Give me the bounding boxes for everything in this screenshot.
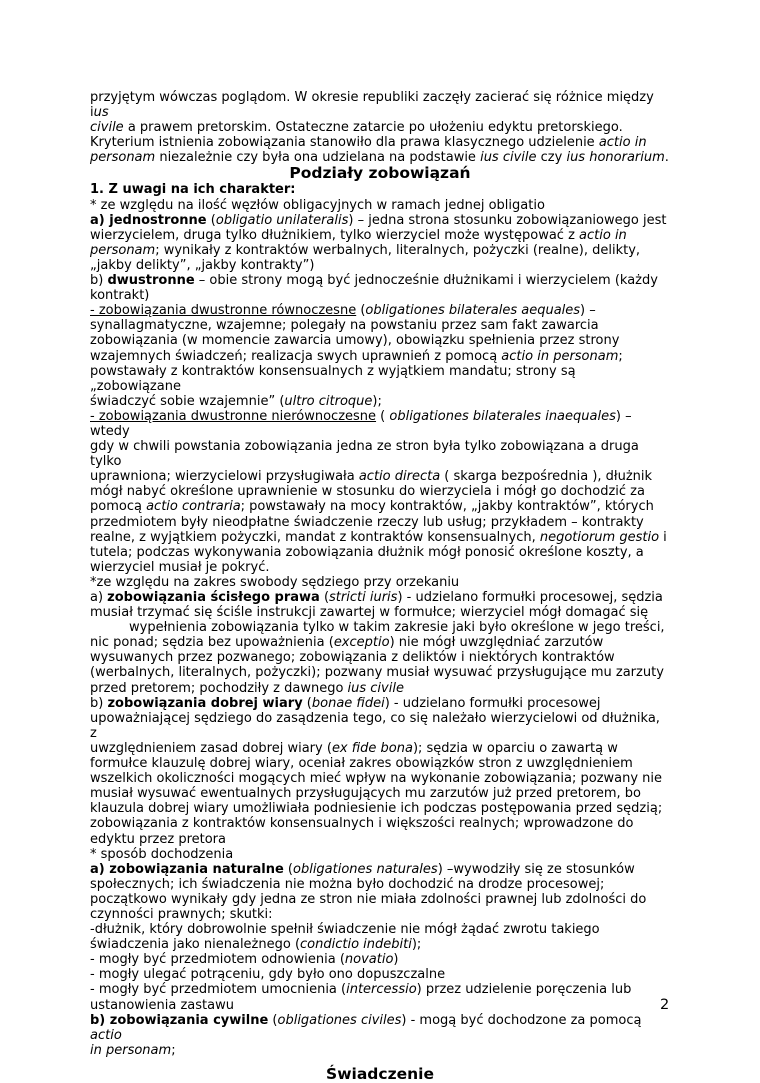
text-line <box>90 409 670 439</box>
text-run: zobowiązania z kontraktów konsensualnych i większości realnych; wprowadzone do <box>90 816 634 832</box>
text-line <box>90 650 670 665</box>
text-run: ) - udzielano formułki procesowej, sędzia <box>397 590 663 605</box>
text-run: czy <box>536 150 567 166</box>
bold-run: zobowiązania dobrej wiary <box>107 695 303 711</box>
text-line <box>90 575 670 590</box>
text-line <box>90 1043 670 1058</box>
text-line <box>90 439 670 469</box>
text-run: *ze względu na zakres swobody sędziego przy orzekaniu <box>90 574 460 590</box>
text-run: wysuwanych przez pozwanego; zobowiązania z deliktów i niektórych kontraktów <box>90 650 615 666</box>
text-run: ( skarga bezpośrednia ), dłużnik <box>440 469 653 485</box>
text-run: synallagmatyczne, wzajemne; polegały na powstaniu przez sam fakt zawarcia <box>90 318 599 334</box>
text-line <box>90 801 670 816</box>
text-run: świadczyć sobie wzajemnie” ( <box>90 393 285 409</box>
text-run: ) – <box>580 303 596 319</box>
text-line <box>90 150 670 165</box>
text-run: – obie strony mogą być jednocześnie dłużnikami i wierzycielem (każdy <box>194 273 658 289</box>
text-run: przyjętym wówczas poglądom. W okresie republiki zaczęły zacierać się różnice między i <box>90 90 654 121</box>
text-run: czynności prawnych; skutki: <box>90 906 273 922</box>
italic-run: in personam <box>90 1042 172 1058</box>
underlined-run: - zobowiązania dwustronne nierównoczesne <box>90 408 377 424</box>
text-line <box>90 213 670 228</box>
text-line <box>90 135 670 150</box>
text-run: zobowiązania (w momencie zawarcia umowy), obowiązku spełnienia przez strony <box>90 333 620 349</box>
text-line <box>90 499 670 514</box>
text-line <box>90 228 670 243</box>
text-run: przedmiotem były nieodpłatne świadczenie rzeczy lub usług; przykładem – kontrakty <box>90 514 644 530</box>
text-line <box>90 243 670 258</box>
text-line <box>90 907 670 922</box>
text-line <box>90 952 670 967</box>
text-line <box>90 665 670 680</box>
italic-run: obligationes bilaterales inaequales <box>389 408 616 424</box>
italic-run: actio in <box>598 135 647 151</box>
text-run: wierzycielem, druga tylko dłużnikiem, tylko wierzyciel może występować z <box>90 227 580 243</box>
text-run: i <box>659 529 667 545</box>
text-line <box>90 832 670 847</box>
bold-run: 1. Z uwagi na ich charakter: <box>90 182 296 198</box>
italic-run: ultro citroque <box>284 393 373 409</box>
italic-run: personam <box>90 150 156 166</box>
text-run: ) - udzielano formułki procesowej <box>384 695 601 711</box>
text-run: nic ponad; sędzia bez upoważnienia ( <box>90 635 334 651</box>
page-number: 2 <box>660 997 670 1013</box>
text-run: ( <box>376 408 390 424</box>
text-run: musiał wysuwać ewentualnych przysługujących mu zarzutów już przed pretorem, bo <box>90 786 641 802</box>
italic-run: actio in personam <box>501 348 619 364</box>
text-line <box>90 892 670 907</box>
italic-run: bonae fidei <box>311 695 385 711</box>
italic-run: ius civile <box>480 150 537 166</box>
text-run: ; wynikały z kontraktów werbalnych, literalnych, pożyczki (realne), delikty, <box>155 242 641 258</box>
text-run: powstawały z kontraktów konsensualnych z wyjątkiem mandatu; strony są „zobowiązane <box>90 363 576 394</box>
text-line <box>90 590 670 605</box>
italic-run: ex fide bona <box>331 740 413 756</box>
italic-run: novatio <box>344 952 394 968</box>
text-line <box>90 1013 670 1043</box>
text-run: ) –wywodziły się ze stosunków <box>437 861 635 877</box>
text-run: ) - mogą być dochodzone za pomocą <box>401 1012 642 1028</box>
text-line <box>90 967 670 982</box>
text-line <box>90 258 670 273</box>
text-line <box>90 937 670 952</box>
text-run: ) nie mógł uwzględniać zarzutów <box>389 635 604 651</box>
text-line <box>90 982 670 997</box>
italic-run: obligatio unilateralis <box>215 212 349 228</box>
text-line <box>90 681 670 696</box>
text-run: ) – wtedy <box>90 408 632 439</box>
text-run: wypełnienia zobowiązania tylko w takim zakresie jaki było określone w jego treści, <box>129 620 665 636</box>
text-run: „jakby delikty”, „jakby kontrakty”) <box>90 257 315 273</box>
italic-run: obligationes bilaterales aequales <box>365 303 581 319</box>
text-run: ( <box>206 212 216 228</box>
text-run: uwzględnieniem zasad dobrej wiary ( <box>90 740 332 756</box>
text-line <box>90 120 670 135</box>
text-run: edyktu przez pretora <box>90 831 226 847</box>
text-run: a) <box>90 590 108 605</box>
italic-run: actio directa <box>358 469 441 485</box>
text-line <box>90 816 670 831</box>
italic-run: condictio indebiti <box>300 937 412 953</box>
text-line <box>90 198 670 213</box>
text-run: b) <box>90 273 108 289</box>
text-run: ); <box>372 393 382 409</box>
text-run: Kryterium istnienia zobowiązania stanowiło dla prawa klasycznego udzielenie <box>90 135 599 151</box>
italic-run: negotiorum gestio <box>539 529 660 545</box>
text-run: - mogły być przedmiotem umocnienia ( <box>90 982 347 998</box>
text-run: niezależnie czy była ona udzielana na podstawie <box>155 150 481 166</box>
text-run: ( <box>302 695 312 711</box>
text-line <box>90 696 670 711</box>
text-line <box>90 605 670 620</box>
italic-run: ius honorarium <box>566 150 665 166</box>
text-run: gdy w chwili powstania zobowiązania jedna ze stron była tylko zobowiązana a druga tylko <box>90 439 639 470</box>
text-run: formułce klauzulę dobrej wiary, oceniał zakres obowiązków stron z uwzględnieniem <box>90 756 633 772</box>
text-line <box>90 318 670 333</box>
text-run: ) przez udzielenie poręczenia lub <box>416 982 632 998</box>
text-run: społecznych; ich świadczenia nie można było dochodzić na drodze procesowej; <box>90 876 605 892</box>
text-run: klauzula dobrej wiary umożliwiała podniesienie ich podczas postępowania przed sędzią; <box>90 801 663 817</box>
text-run: ( <box>283 861 293 877</box>
text-line <box>90 756 670 771</box>
text-line-indented <box>90 620 670 635</box>
italic-run: intercessio <box>346 982 417 998</box>
text-run: przed pretorem; pochodziły z dawnego <box>90 680 348 696</box>
text-line <box>90 288 670 303</box>
text-run: * ze względu na ilość węzłów obligacyjnych w ramach jednej obligatio <box>90 197 545 213</box>
text-run: ); <box>411 937 422 953</box>
text-run: uprawniona; wierzycielowi przysługiwała <box>90 469 359 485</box>
text-run: ; <box>171 1042 176 1058</box>
italic-run: stricti iuris <box>329 590 398 605</box>
text-run: tutela; podczas wykonywania zobowiązania dłużnik mógł ponosić określone koszty, a <box>90 544 644 560</box>
text-line <box>90 922 670 937</box>
text-line <box>90 847 670 862</box>
text-run: * sposób dochodzenia <box>90 846 234 862</box>
text-line <box>90 530 670 545</box>
text-run: ) – jedna strona stosunku zobowiązaniowego jest <box>348 212 667 228</box>
text-run: a prawem pretorskim. Ostateczne zatarcie po ułożeniu edyktu pretorskiego. <box>123 120 623 136</box>
text-line <box>90 303 670 318</box>
text-run: musiał trzymać się ściśle instrukcji zawartej w formułce; wierzyciel mógł domagać się <box>90 605 649 621</box>
italic-run: actio in <box>579 227 627 243</box>
text-line <box>90 333 670 348</box>
text-run: ; <box>618 348 623 364</box>
text-line <box>90 711 670 741</box>
text-line <box>90 515 670 530</box>
text-line <box>90 364 670 394</box>
text-run: początkowo wynikały gdy jedna ze stron nie miała zdolności prawnej lub zdolności do <box>90 891 647 907</box>
section-heading: Podziały zobowiązań <box>289 164 471 183</box>
text-line <box>90 862 670 877</box>
italic-run: exceptio <box>333 635 390 651</box>
text-line <box>90 484 670 499</box>
text-run: ( <box>268 1012 278 1028</box>
text-run: (werbalnych, literalnych, pożyczki); pozwany musiał wysuwać przysługujące mu zarzuty <box>90 665 664 681</box>
text-line <box>90 182 670 197</box>
bold-run: zobowiązania ścisłego prawa <box>107 590 320 605</box>
text-run: kontrakt) <box>90 288 150 304</box>
text-line <box>90 273 670 288</box>
bold-run: b) zobowiązania cywilne <box>90 1012 269 1028</box>
bold-run: dwustronne <box>107 273 195 289</box>
text-line <box>90 545 670 560</box>
italic-run: obligationes naturales <box>293 861 438 877</box>
text-line <box>90 877 670 892</box>
text-run: ; powstawały na mocy kontraktów, „jakby kontraktów”, których <box>240 499 654 515</box>
text-run: świadczenia jako nienależnego ( <box>90 937 301 953</box>
text-line <box>90 469 670 484</box>
text-run: ); sędzia w oparciu o zawartą w <box>412 740 618 756</box>
text-line <box>90 741 670 756</box>
italic-run: actio contraria <box>146 499 241 515</box>
text-line <box>90 635 670 650</box>
text-run: pomocą <box>90 499 147 515</box>
text-run: mógł nabyć określone uprawnienie w stosunku do wierzyciela i mógł go dochodzić za <box>90 484 645 500</box>
text-run: - mogły być przedmiotem odnowienia ( <box>90 952 345 968</box>
bold-run: a) jednostronne <box>90 212 207 228</box>
underlined-run: - zobowiązania dwustronne równoczesne <box>90 303 357 319</box>
bold-run: a) zobowiązania naturalne <box>90 861 284 877</box>
text-run: wzajemnych świadczeń; realizacja swych uprawnień z pomocą <box>90 348 502 364</box>
text-line <box>90 560 670 575</box>
document-body <box>90 90 670 1083</box>
text-line <box>90 786 670 801</box>
text-run: wszelkich okoliczności mogących mieć wpływ na wykonanie zobowiązania; pozwany nie <box>90 771 663 787</box>
text-run: ) <box>393 952 399 968</box>
text-run: realne, z wyjątkiem pożyczki, mandat z kontraktów konsensualnych, <box>90 529 540 545</box>
italic-run: obligationes civiles <box>277 1012 402 1028</box>
italic-run: us <box>93 105 109 121</box>
text-run: ( <box>356 303 366 319</box>
italic-run: ius civile <box>347 680 404 696</box>
text-line <box>90 349 670 364</box>
italic-run: civile <box>90 120 124 136</box>
text-run: -dłużnik, który dobrowolnie spełnił świadczenie nie mógł żądać zwrotu takiego <box>90 922 600 938</box>
section-heading: Świadczenie <box>326 1064 434 1083</box>
text-line <box>90 90 670 120</box>
italic-run: actio <box>90 1027 122 1043</box>
text-line <box>90 394 670 409</box>
text-run: ( <box>319 590 330 605</box>
text-line <box>90 771 670 786</box>
italic-run: personam <box>90 242 156 258</box>
text-line <box>90 998 670 1013</box>
text-run: upoważniającej sędziego do zasądzenia tego, co się należało wierzycielowi od dłużnika, z <box>90 710 660 741</box>
text-run: - mogły ulegać potrąceniu, gdy było ono dopuszczalne <box>90 967 446 983</box>
text-run: wierzyciel musiał je pokryć. <box>90 559 270 575</box>
text-run: ustanowienia zastawu <box>90 997 234 1013</box>
text-run: b) <box>90 695 108 711</box>
text-run: . <box>664 150 669 166</box>
